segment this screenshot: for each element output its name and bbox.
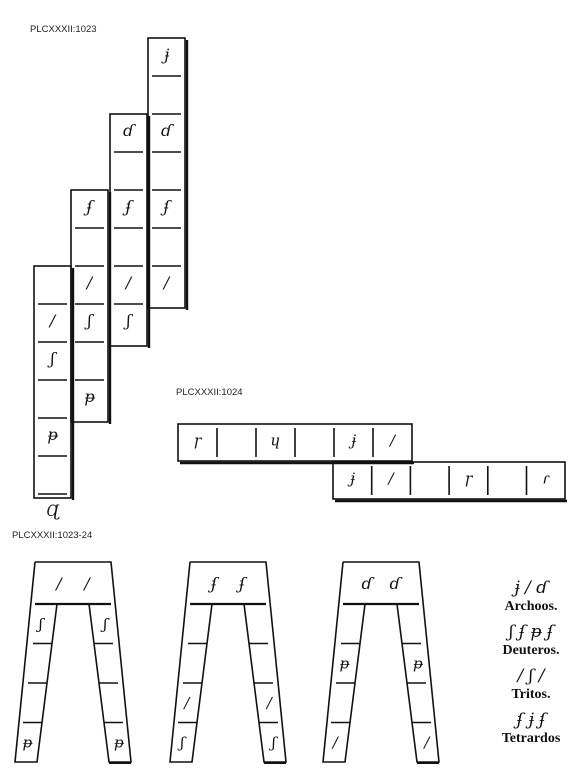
top-glyph: ɗ	[361, 574, 373, 593]
legend-glyphs: / ʃ /	[517, 666, 545, 686]
legend-mode-name: Archoos.	[504, 599, 558, 614]
neume-cell-glyph: ɗ	[123, 121, 134, 140]
staircase-column	[148, 38, 185, 308]
neume-cell-glyph: ᵽ	[84, 387, 95, 406]
a-frame-outline	[170, 562, 286, 762]
a-frame-outline	[15, 562, 131, 762]
right-leg-glyph: /	[424, 733, 430, 752]
legend-mode-name: Tritos.	[511, 687, 551, 702]
staircase-column	[34, 266, 71, 498]
right-leg-glyph: /	[266, 693, 272, 712]
neume-cell-glyph: /	[125, 273, 132, 292]
top-glyph: /	[84, 574, 90, 593]
left-leg-glyph: ʃ	[180, 733, 185, 752]
right-leg-glyph: ʃ	[271, 733, 276, 752]
right-leg-glyph: ᵽ	[412, 654, 423, 673]
neume-cell-glyph: ɉ	[351, 431, 356, 450]
top-glyph: ʄ	[211, 574, 217, 593]
neume-cell-glyph: ɗ	[161, 121, 172, 140]
neume-cell-glyph: ʄ	[163, 197, 170, 216]
legend-entry-deuteros	[486, 622, 576, 660]
left-leg-glyph: /	[184, 693, 190, 712]
figure-label-1023: PLCXXXII:1023	[30, 24, 97, 35]
left-leg-glyph: ʃ	[38, 614, 43, 633]
neume-cell-glyph: /	[389, 431, 396, 450]
neume-cell-glyph: ɼ	[193, 431, 202, 450]
left-leg-glyph: /	[332, 733, 338, 752]
neume-cell-glyph: Ɋ	[46, 501, 59, 520]
neume-cell-glyph: ʃ	[126, 311, 131, 330]
neume-cell-glyph: /	[388, 469, 394, 488]
legend-glyphs: ʄ ɉ ʄ	[516, 710, 546, 730]
legend-mode-name: Deuteros.	[502, 643, 560, 658]
neume-cell-glyph: ɾ	[542, 469, 550, 488]
right-leg-glyph: ᵽ	[113, 733, 124, 752]
neume-cell-glyph: ʄ	[125, 197, 132, 216]
top-glyph: ʄ	[239, 574, 245, 593]
neume-cell-glyph: ɉ	[349, 469, 355, 488]
legend-entry-archoos	[486, 578, 576, 616]
neume-cell-glyph: ɼ	[464, 469, 473, 488]
left-leg-glyph: ᵽ	[22, 733, 33, 752]
neume-cell-glyph: ɉ	[163, 45, 170, 64]
neume-cell-glyph: ʃ	[50, 349, 55, 368]
neume-cell-glyph: /	[49, 311, 56, 330]
legend-glyphs: ʃ ʄ ᵽ ʄ	[508, 622, 554, 642]
legend-entry-tritos	[486, 666, 576, 704]
figure-label-1024: PLCXXXII:1024	[176, 387, 243, 398]
neume-cell-glyph: /	[163, 273, 170, 292]
top-glyph: ɗ	[389, 574, 401, 593]
right-leg-glyph: ʃ	[103, 614, 108, 633]
neume-cell-glyph: ɥ	[270, 431, 281, 450]
neume-cell-glyph: ʃ	[87, 311, 92, 330]
legend-mode-name: Tetrardos	[501, 731, 561, 746]
neume-cell-glyph: ᵽ	[47, 425, 58, 444]
legend-glyphs: ɉ / ɗ	[514, 578, 548, 598]
neume-cell-glyph: ʄ	[86, 197, 93, 216]
mode-legend	[486, 578, 576, 748]
left-leg-glyph: ᵽ	[339, 654, 350, 673]
figure-label-1023-24: PLCXXXII:1023-24	[12, 530, 93, 541]
neume-cell-glyph: /	[86, 273, 93, 292]
top-glyph: /	[56, 574, 62, 593]
legend-entry-tetrardos	[486, 710, 576, 748]
